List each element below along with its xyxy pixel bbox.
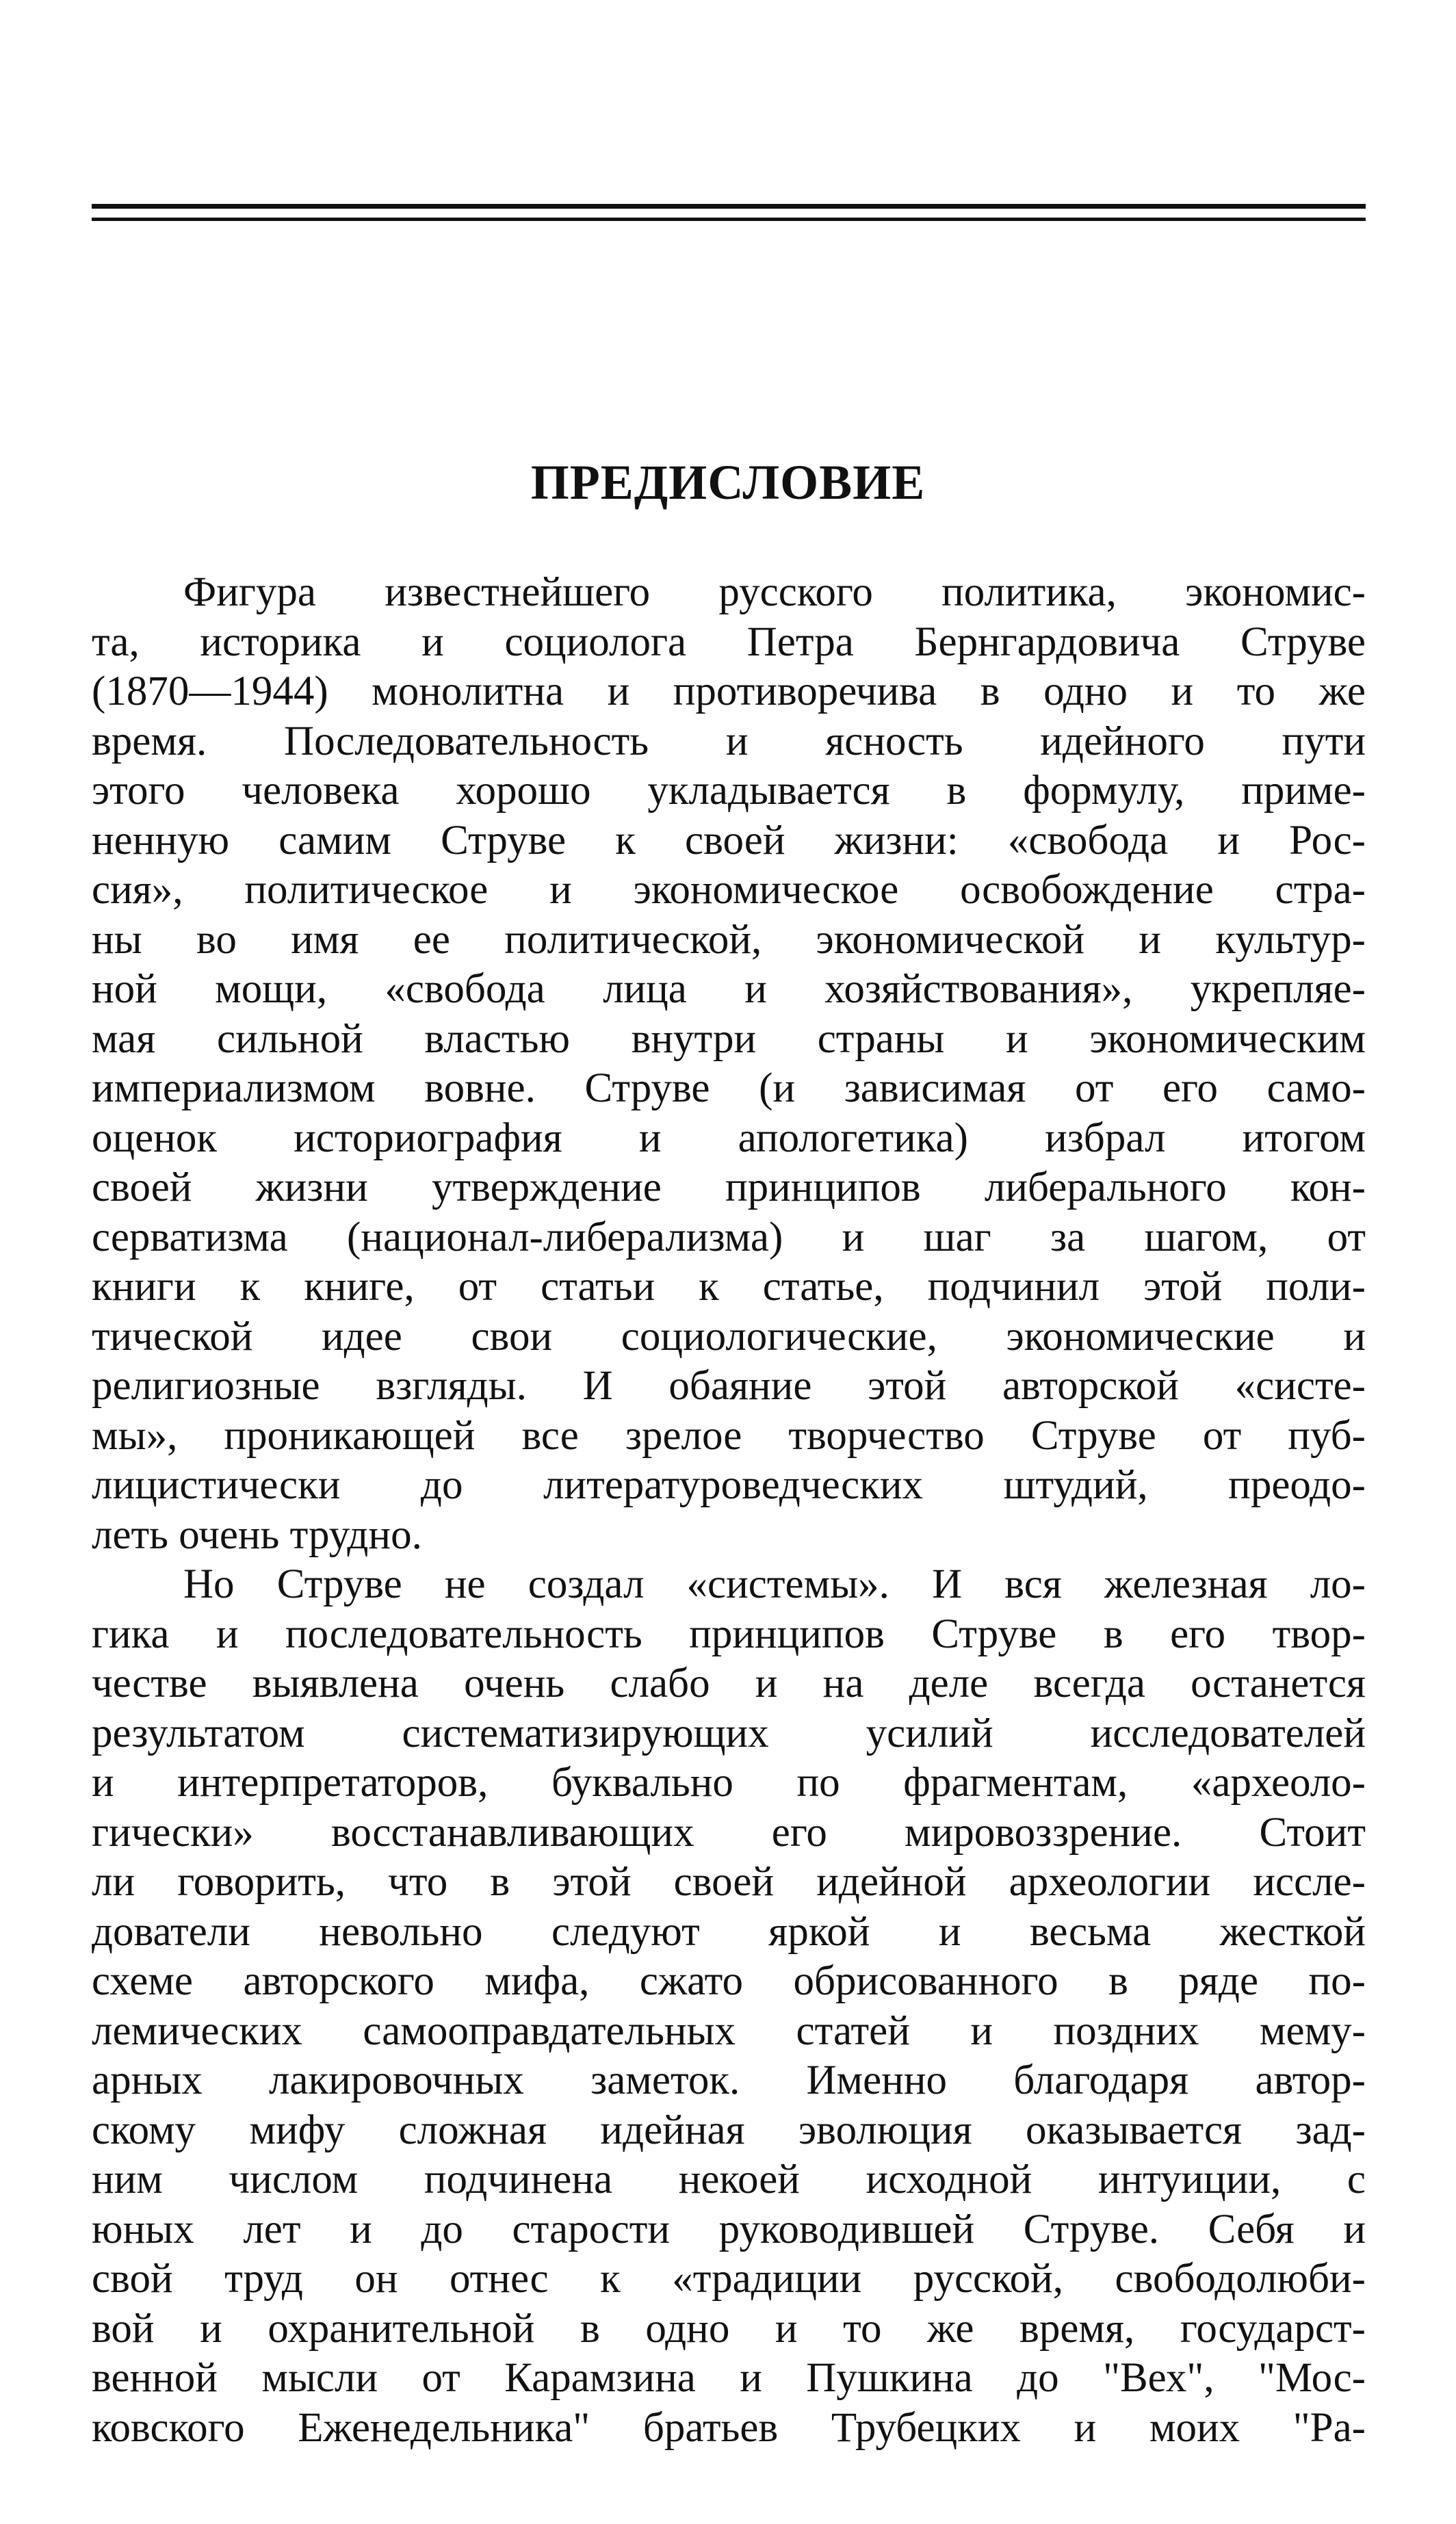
text-line: сия», политическое и экономическое освобождение стра- [92, 867, 1366, 913]
body-text [92, 568, 1366, 2453]
text-line: скому мифу сложная идейная эволюция оказывается зад- [92, 2107, 1366, 2153]
text-line: Но Струве не создал «системы». И вся железная ло- [183, 1561, 1366, 1607]
text-line: леть очень трудно. [92, 1511, 422, 1558]
text-line: гика и последовательность принципов Струве в его твор- [92, 1611, 1366, 1657]
header-rule-thin [92, 218, 1366, 221]
text-line: (1870—1944) монолитна и противоречива в одно и то же [92, 668, 1366, 714]
text-line: ним числом подчинена некоей исходной интуиции, с [92, 2157, 1366, 2202]
text-line: оценок историография и апологетика) избрал итогом [92, 1115, 1366, 1161]
text-line: свой труд он отнес к «традиции русской, свободолюби- [92, 2256, 1366, 2302]
text-line: та, историка и социолога Петра Бернгардовича Струве [92, 619, 1366, 665]
text-line: мы», проникающей все зрелое творчество Струве от пуб- [92, 1412, 1366, 1459]
text-line: ны во имя ее политической, экономической и культур- [92, 916, 1366, 963]
text-line: схеме авторского мифа, сжато обрисованного в ряде по- [92, 1958, 1366, 2004]
text-line: ковского Еженедельника" братьев Трубецких и моих "Ра- [92, 2404, 1366, 2451]
text-line: лемических самооправдательных статей и поздних мему- [92, 2007, 1366, 2054]
text-line: тической идее свои социологические, экономические и [92, 1313, 1366, 1359]
page-title: ПРЕДИСЛОВИЕ [530, 455, 926, 510]
text-line: ненную самим Струве к своей жизни: «свобода и Рос- [92, 817, 1366, 863]
text-line: честве выявлена очень слабо и на деле всегда останется [92, 1661, 1366, 1706]
text-line: религиозные взгляды. И обаяние этой авторской «систе- [92, 1363, 1366, 1409]
header-rule-thick [92, 204, 1366, 209]
text-line: мая сильной властью внутри страны и экономическим [92, 1015, 1366, 1062]
text-line: арных лакировочных заметок. Именно благодаря автор- [92, 2057, 1366, 2103]
text-line: ной мощи, «свобода лица и хозяйствования», укрепляе- [92, 966, 1366, 1012]
text-line: юных лет и до старости руководившей Струве. Себя и [92, 2206, 1366, 2252]
text-line: ли говорить, что в этой своей идейной археологии иссле- [92, 1859, 1366, 1905]
text-line: лицистически до литературоведческих штудий, преодо- [92, 1462, 1366, 1508]
text-line: книги к книге, от статьи к статье, подчинил этой поли- [92, 1264, 1366, 1310]
text-line: серватизма (национал-либерализма) и шаг за шагом, от [92, 1214, 1366, 1260]
text-line: дователи невольно следуют яркой и весьма жесткой [92, 1908, 1366, 1955]
text-line: венной мысли от Карамзина и Пушкина до "Вех", "Мос- [92, 2355, 1366, 2401]
text-line: Фигура известнейшего русского политика, экономис- [183, 569, 1366, 615]
text-line: и интерпретаторов, буквально по фрагментам, «археоло- [92, 1760, 1366, 1806]
text-line: вой и охранительной в одно и то же время, государст- [92, 2305, 1366, 2352]
text-line: империализмом вовне. Струве (и зависимая от его само- [92, 1065, 1366, 1111]
text-line: время. Последовательность и ясность идейного пути [92, 718, 1366, 764]
text-line: этого человека хорошо укладывается в формулу, приме- [92, 768, 1366, 814]
text-line: своей жизни утверждение принципов либерального кон- [92, 1165, 1366, 1210]
text-line: гически» восстанавливающих его мировоззрение. Стоит [92, 1809, 1366, 1856]
text-line: результатом систематизирующих усилий исследователей [92, 1710, 1366, 1756]
